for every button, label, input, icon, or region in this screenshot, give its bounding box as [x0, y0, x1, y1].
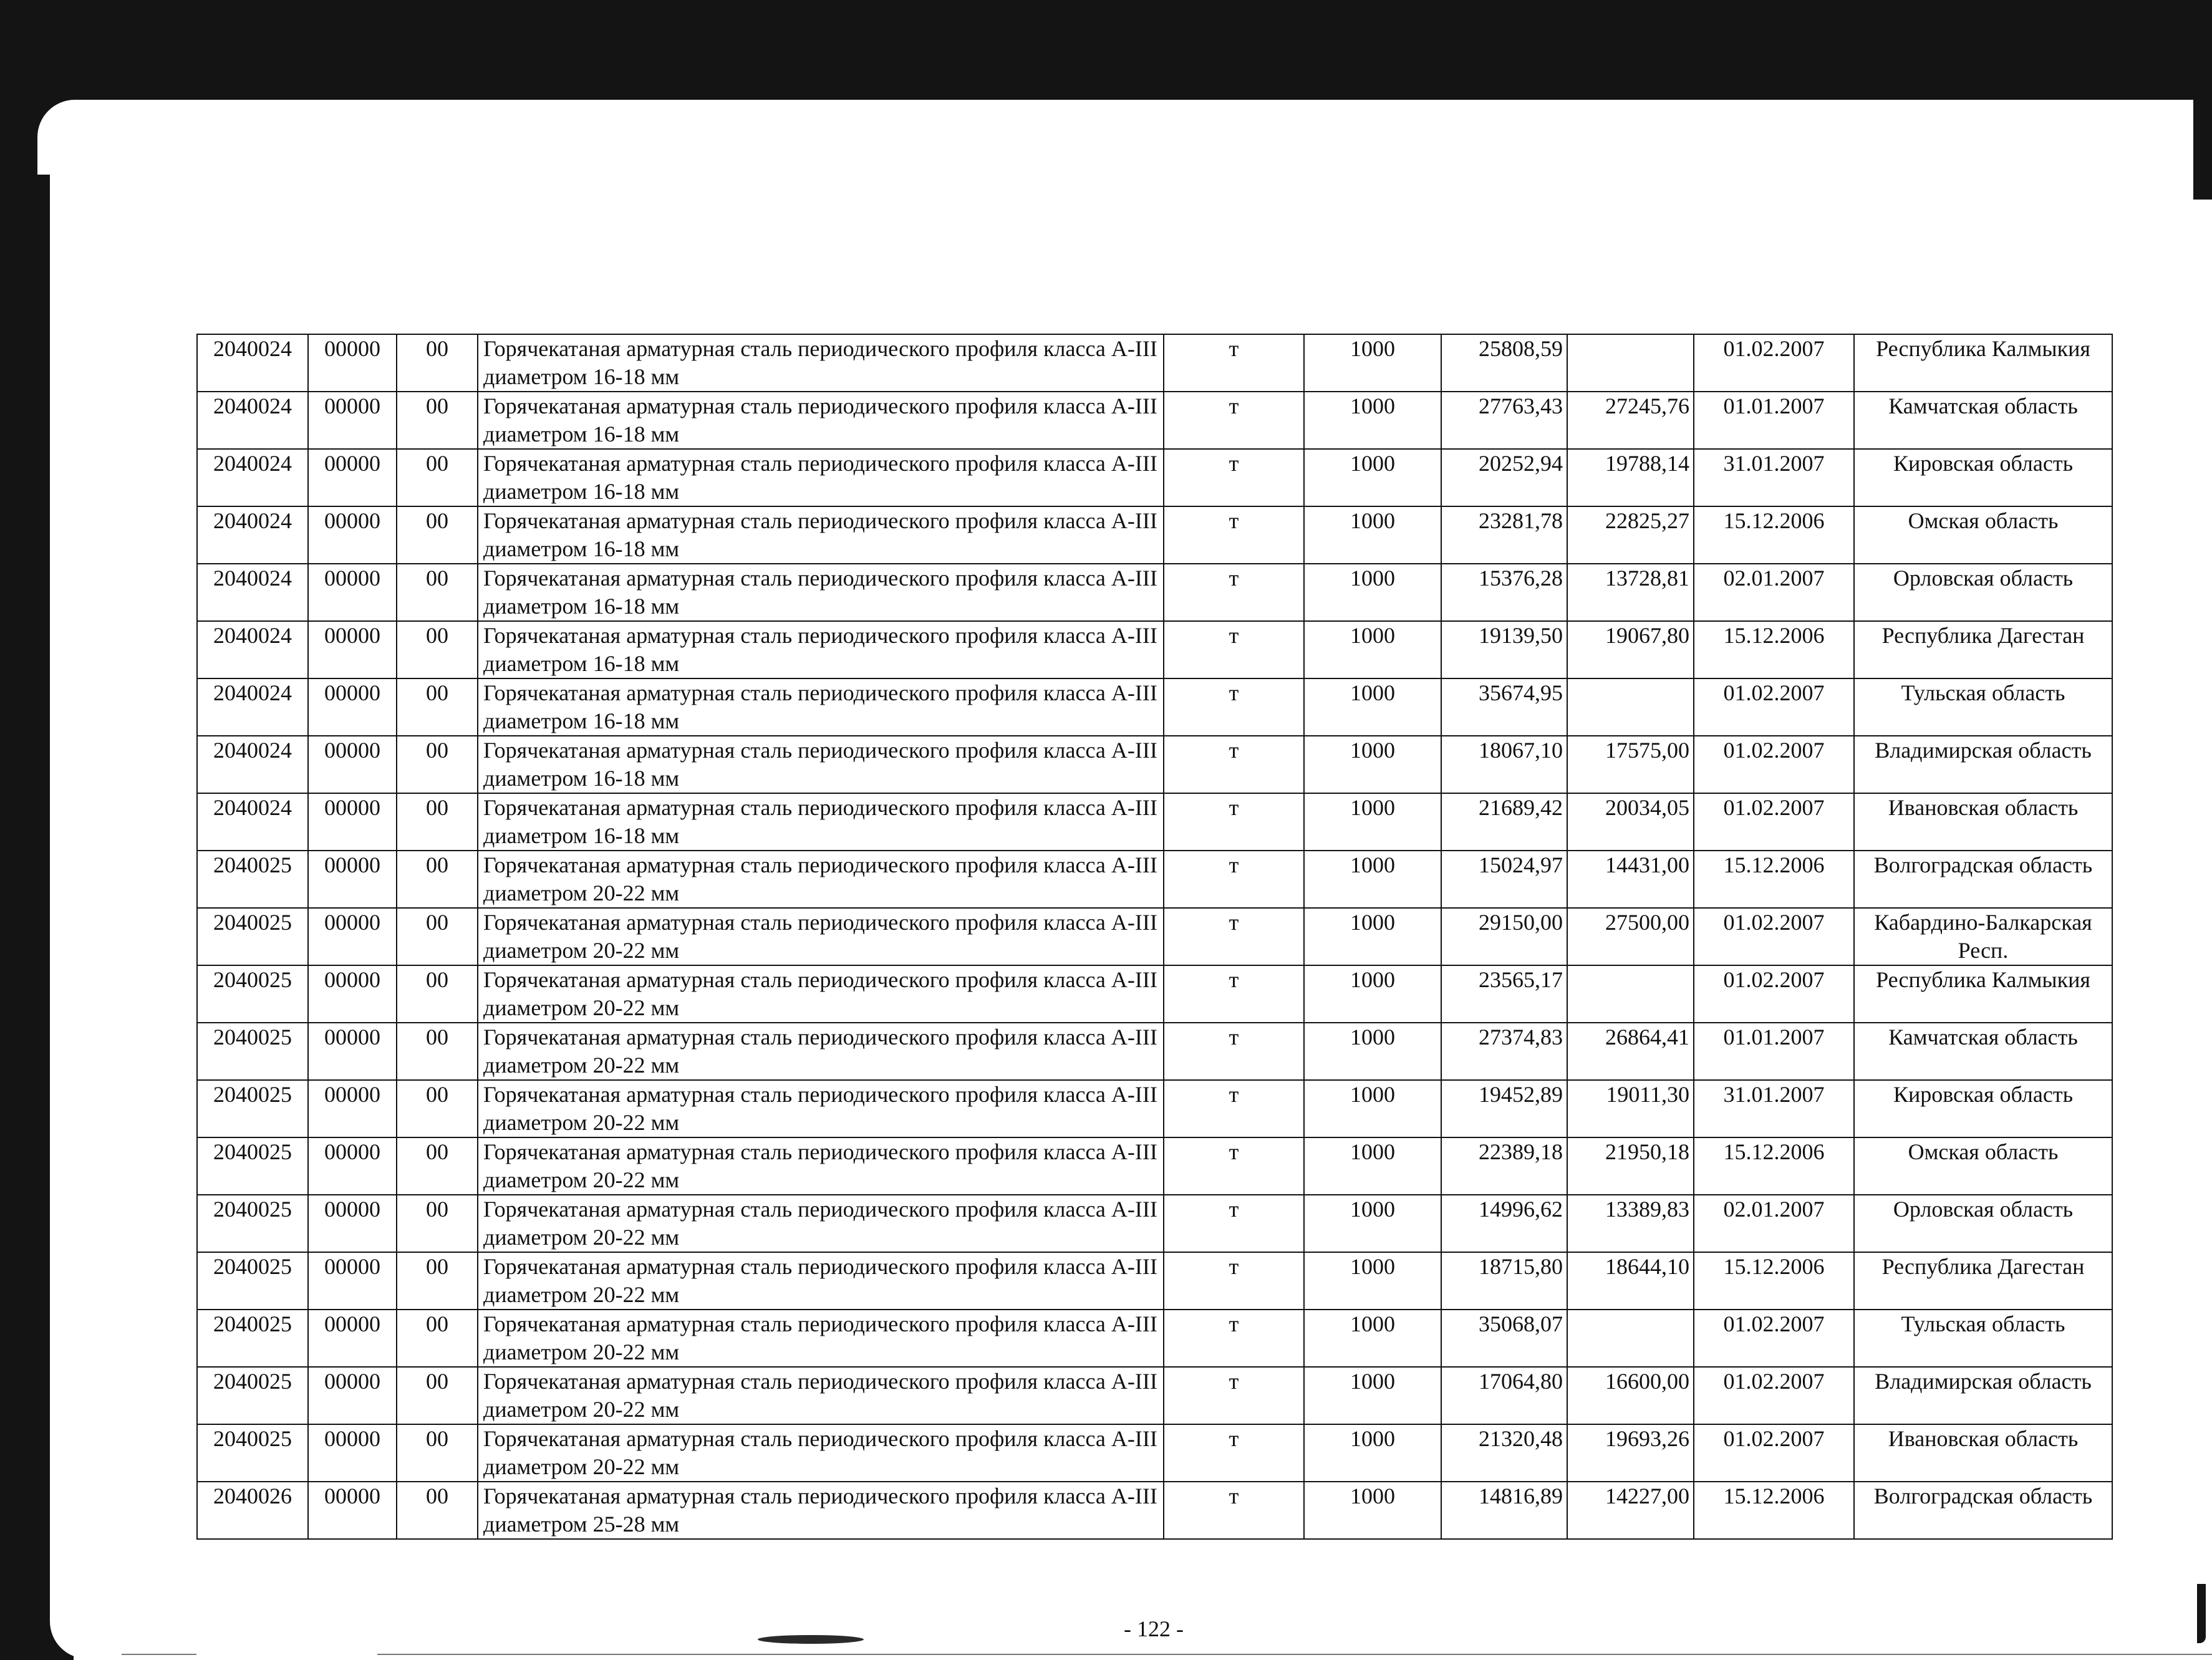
cell-category: 00	[397, 1367, 478, 1424]
cell-price-without-vat: 14431,00	[1567, 851, 1694, 908]
table-row	[197, 1367, 2112, 1424]
scan-border-top	[0, 0, 2212, 115]
cell-date: 01.02.2007	[1694, 678, 1854, 736]
page-number: - 122 -	[1124, 1616, 1184, 1641]
cell-code: 2040024	[197, 449, 308, 506]
cell-code: 2040025	[197, 1424, 308, 1482]
cell-category: 00	[397, 1137, 478, 1195]
table-row	[197, 1252, 2112, 1310]
cell-quantity: 1000	[1304, 506, 1441, 564]
table-row	[197, 678, 2112, 736]
table-row	[197, 965, 2112, 1023]
cell-subcode: 00000	[308, 1023, 397, 1080]
cell-region: Тульская область	[1854, 1310, 2112, 1367]
cell-price-with-vat: 18715,80	[1441, 1252, 1567, 1310]
cell-unit: т	[1164, 334, 1304, 392]
cell-date: 01.02.2007	[1694, 1310, 1854, 1367]
table-row	[197, 736, 2112, 793]
cell-category: 00	[397, 334, 478, 392]
cell-price-with-vat: 35674,95	[1441, 678, 1567, 736]
cell-code: 2040026	[197, 1482, 308, 1539]
cell-region: Орловская область	[1854, 564, 2112, 621]
cell-subcode: 00000	[308, 392, 397, 449]
cell-category: 00	[397, 1195, 478, 1252]
cell-region: Владимирская область	[1854, 1367, 2112, 1424]
cell-subcode: 00000	[308, 449, 397, 506]
cell-description: Горячекатаная арматурная сталь периодического профиля класса А-III диаметром 16-18 мм	[478, 736, 1164, 793]
cell-subcode: 00000	[308, 793, 397, 851]
cell-code: 2040025	[197, 965, 308, 1023]
cell-price-with-vat: 22389,18	[1441, 1137, 1567, 1195]
cell-price-with-vat: 29150,00	[1441, 908, 1567, 965]
cell-quantity: 1000	[1304, 965, 1441, 1023]
cell-category: 00	[397, 965, 478, 1023]
cell-price-with-vat: 15376,28	[1441, 564, 1567, 621]
cell-category: 00	[397, 506, 478, 564]
cell-price-without-vat: 19693,26	[1567, 1424, 1694, 1482]
cell-subcode: 00000	[308, 1367, 397, 1424]
cell-unit: т	[1164, 908, 1304, 965]
cell-quantity: 1000	[1304, 392, 1441, 449]
cell-description: Горячекатаная арматурная сталь периодического профиля класса А-III диаметром 20-22 мм	[478, 1367, 1164, 1424]
cell-category: 00	[397, 1310, 478, 1367]
table-row	[197, 1424, 2112, 1482]
cell-unit: т	[1164, 965, 1304, 1023]
cell-price-with-vat: 21320,48	[1441, 1424, 1567, 1482]
cell-unit: т	[1164, 1080, 1304, 1137]
cell-quantity: 1000	[1304, 1482, 1441, 1539]
cell-price-with-vat: 27374,83	[1441, 1023, 1567, 1080]
table-row	[197, 449, 2112, 506]
cell-description: Горячекатаная арматурная сталь периодического профиля класса А-III диаметром 16-18 мм	[478, 678, 1164, 736]
cell-description: Горячекатаная арматурная сталь периодического профиля класса А-III диаметром 16-18 мм	[478, 564, 1164, 621]
cell-price-without-vat: 13728,81	[1567, 564, 1694, 621]
cell-code: 2040025	[197, 1252, 308, 1310]
table-row	[197, 1137, 2112, 1195]
table-row	[197, 908, 2112, 965]
price-table-container	[196, 334, 2112, 1540]
cell-category: 00	[397, 621, 478, 678]
cell-subcode: 00000	[308, 1424, 397, 1482]
cell-price-with-vat: 25808,59	[1441, 334, 1567, 392]
cell-date: 01.02.2007	[1694, 965, 1854, 1023]
cell-region: Волгоградская область	[1854, 1482, 2112, 1539]
cell-description: Горячекатаная арматурная сталь периодического профиля класса А-III диаметром 20-22 мм	[478, 1137, 1164, 1195]
cell-subcode: 00000	[308, 965, 397, 1023]
cell-category: 00	[397, 1424, 478, 1482]
cell-price-without-vat: 18644,10	[1567, 1252, 1694, 1310]
cell-unit: т	[1164, 1310, 1304, 1367]
cell-category: 00	[397, 1482, 478, 1539]
cell-region: Республика Калмыкия	[1854, 965, 2112, 1023]
cell-price-without-vat: 19067,80	[1567, 621, 1694, 678]
cell-subcode: 00000	[308, 908, 397, 965]
cell-date: 01.02.2007	[1694, 1367, 1854, 1424]
cell-price-without-vat: 21950,18	[1567, 1137, 1694, 1195]
cell-unit: т	[1164, 1137, 1304, 1195]
cell-quantity: 1000	[1304, 793, 1441, 851]
price-table	[196, 334, 2113, 1540]
table-row	[197, 334, 2112, 392]
cell-subcode: 00000	[308, 1195, 397, 1252]
cell-quantity: 1000	[1304, 1137, 1441, 1195]
cell-date: 02.01.2007	[1694, 564, 1854, 621]
cell-code: 2040025	[197, 1310, 308, 1367]
cell-code: 2040025	[197, 1023, 308, 1080]
cell-price-without-vat: 27500,00	[1567, 908, 1694, 965]
table-body	[197, 334, 2112, 1539]
cell-region: Владимирская область	[1854, 736, 2112, 793]
cell-subcode: 00000	[308, 1482, 397, 1539]
cell-subcode: 00000	[308, 851, 397, 908]
cell-price-with-vat: 20252,94	[1441, 449, 1567, 506]
cell-date: 15.12.2006	[1694, 1137, 1854, 1195]
cell-code: 2040025	[197, 851, 308, 908]
cell-quantity: 1000	[1304, 334, 1441, 392]
cell-unit: т	[1164, 621, 1304, 678]
cell-category: 00	[397, 1252, 478, 1310]
cell-price-without-vat	[1567, 334, 1694, 392]
cell-quantity: 1000	[1304, 851, 1441, 908]
cell-region: Ивановская область	[1854, 793, 2112, 851]
cell-date: 15.12.2006	[1694, 1252, 1854, 1310]
cell-quantity: 1000	[1304, 908, 1441, 965]
cell-subcode: 00000	[308, 506, 397, 564]
cell-subcode: 00000	[308, 1080, 397, 1137]
cell-price-without-vat: 17575,00	[1567, 736, 1694, 793]
cell-category: 00	[397, 793, 478, 851]
cell-price-with-vat: 35068,07	[1441, 1310, 1567, 1367]
cell-quantity: 1000	[1304, 1310, 1441, 1367]
table-row	[197, 793, 2112, 851]
cell-quantity: 1000	[1304, 678, 1441, 736]
cell-unit: т	[1164, 1367, 1304, 1424]
cell-date: 01.02.2007	[1694, 1424, 1854, 1482]
table-row	[197, 621, 2112, 678]
cell-price-without-vat	[1567, 678, 1694, 736]
cell-date: 31.01.2007	[1694, 449, 1854, 506]
cell-region: Кабардино-Балкарская Респ.	[1854, 908, 2112, 965]
cell-region: Омская область	[1854, 1137, 2112, 1195]
cell-code: 2040024	[197, 678, 308, 736]
cell-quantity: 1000	[1304, 1252, 1441, 1310]
cell-unit: т	[1164, 678, 1304, 736]
cell-date: 15.12.2006	[1694, 621, 1854, 678]
cell-unit: т	[1164, 1424, 1304, 1482]
cell-price-with-vat: 23565,17	[1441, 965, 1567, 1023]
cell-price-without-vat	[1567, 1310, 1694, 1367]
cell-unit: т	[1164, 506, 1304, 564]
cell-price-with-vat: 23281,78	[1441, 506, 1567, 564]
cell-quantity: 1000	[1304, 564, 1441, 621]
cell-subcode: 00000	[308, 1137, 397, 1195]
cell-price-without-vat: 22825,27	[1567, 506, 1694, 564]
cell-category: 00	[397, 392, 478, 449]
cell-description: Горячекатаная арматурная сталь периодического профиля класса А-III диаметром 20-22 мм	[478, 965, 1164, 1023]
cell-price-with-vat: 17064,80	[1441, 1367, 1567, 1424]
cell-price-without-vat: 14227,00	[1567, 1482, 1694, 1539]
cell-date: 15.12.2006	[1694, 851, 1854, 908]
cell-price-without-vat	[1567, 965, 1694, 1023]
cell-price-with-vat: 15024,97	[1441, 851, 1567, 908]
table-row	[197, 1482, 2112, 1539]
cell-region: Камчатская область	[1854, 1023, 2112, 1080]
cell-code: 2040024	[197, 392, 308, 449]
cell-unit: т	[1164, 449, 1304, 506]
cell-date: 01.02.2007	[1694, 793, 1854, 851]
cell-unit: т	[1164, 736, 1304, 793]
cell-category: 00	[397, 1023, 478, 1080]
cell-date: 01.01.2007	[1694, 392, 1854, 449]
cell-category: 00	[397, 736, 478, 793]
cell-code: 2040025	[197, 908, 308, 965]
cell-price-with-vat: 14996,62	[1441, 1195, 1567, 1252]
cell-price-with-vat: 19452,89	[1441, 1080, 1567, 1137]
cell-quantity: 1000	[1304, 1023, 1441, 1080]
cell-description: Горячекатаная арматурная сталь периодического профиля класса А-III диаметром 16-18 мм	[478, 506, 1164, 564]
table-row	[197, 1080, 2112, 1137]
bottom-rule-left	[122, 1654, 196, 1655]
cell-region: Республика Калмыкия	[1854, 334, 2112, 392]
cell-region: Республика Дагестан	[1854, 621, 2112, 678]
cell-quantity: 1000	[1304, 1424, 1441, 1482]
cell-category: 00	[397, 851, 478, 908]
table-row	[197, 392, 2112, 449]
cell-category: 00	[397, 449, 478, 506]
cell-region: Тульская область	[1854, 678, 2112, 736]
cell-unit: т	[1164, 1482, 1304, 1539]
cell-description: Горячекатаная арматурная сталь периодического профиля класса А-III диаметром 20-22 мм	[478, 1080, 1164, 1137]
cell-price-without-vat: 26864,41	[1567, 1023, 1694, 1080]
cell-description: Горячекатаная арматурная сталь периодического профиля класса А-III диаметром 20-22 мм	[478, 1310, 1164, 1367]
page-corner	[37, 100, 2208, 175]
cell-quantity: 1000	[1304, 1367, 1441, 1424]
cell-code: 2040024	[197, 564, 308, 621]
cell-subcode: 00000	[308, 678, 397, 736]
cell-unit: т	[1164, 793, 1304, 851]
bottom-rule-right	[377, 1654, 2212, 1655]
cell-region: Кировская область	[1854, 449, 2112, 506]
cell-date: 31.01.2007	[1694, 1080, 1854, 1137]
cell-price-without-vat: 19788,14	[1567, 449, 1694, 506]
cell-unit: т	[1164, 1195, 1304, 1252]
cell-code: 2040025	[197, 1080, 308, 1137]
cell-quantity: 1000	[1304, 621, 1441, 678]
cell-category: 00	[397, 678, 478, 736]
cell-price-with-vat: 27763,43	[1441, 392, 1567, 449]
cell-date: 01.02.2007	[1694, 334, 1854, 392]
cell-region: Орловская область	[1854, 1195, 2112, 1252]
cell-date: 01.01.2007	[1694, 1023, 1854, 1080]
cell-quantity: 1000	[1304, 1080, 1441, 1137]
scan-border-right-bottom	[2197, 1584, 2206, 1643]
scan-smudge	[758, 1635, 864, 1644]
cell-category: 00	[397, 1080, 478, 1137]
table-row	[197, 1023, 2112, 1080]
cell-region: Омская область	[1854, 506, 2112, 564]
cell-date: 01.02.2007	[1694, 736, 1854, 793]
cell-subcode: 00000	[308, 621, 397, 678]
cell-unit: т	[1164, 1252, 1304, 1310]
cell-unit: т	[1164, 564, 1304, 621]
cell-region: Ивановская область	[1854, 1424, 2112, 1482]
cell-price-with-vat: 19139,50	[1441, 621, 1567, 678]
cell-description: Горячекатаная арматурная сталь периодического профиля класса А-III диаметром 16-18 мм	[478, 334, 1164, 392]
cell-price-with-vat: 14816,89	[1441, 1482, 1567, 1539]
cell-region: Республика Дагестан	[1854, 1252, 2112, 1310]
table-row	[197, 564, 2112, 621]
cell-region: Волгоградская область	[1854, 851, 2112, 908]
table-row	[197, 1195, 2112, 1252]
cell-code: 2040024	[197, 621, 308, 678]
scan-border-right	[2193, 87, 2212, 200]
cell-price-without-vat: 27245,76	[1567, 392, 1694, 449]
cell-price-without-vat: 20034,05	[1567, 793, 1694, 851]
cell-price-with-vat: 18067,10	[1441, 736, 1567, 793]
cell-code: 2040025	[197, 1137, 308, 1195]
cell-description: Горячекатаная арматурная сталь периодического профиля класса А-III диаметром 25-28 мм	[478, 1482, 1164, 1539]
cell-description: Горячекатаная арматурная сталь периодического профиля класса А-III диаметром 20-22 мм	[478, 1252, 1164, 1310]
cell-quantity: 1000	[1304, 449, 1441, 506]
table-row	[197, 1310, 2112, 1367]
cell-date: 15.12.2006	[1694, 1482, 1854, 1539]
cell-subcode: 00000	[308, 334, 397, 392]
cell-description: Горячекатаная арматурная сталь периодического профиля класса А-III диаметром 16-18 мм	[478, 793, 1164, 851]
cell-date: 15.12.2006	[1694, 506, 1854, 564]
cell-description: Горячекатаная арматурная сталь периодического профиля класса А-III диаметром 16-18 мм	[478, 449, 1164, 506]
cell-code: 2040024	[197, 506, 308, 564]
cell-subcode: 00000	[308, 736, 397, 793]
cell-subcode: 00000	[308, 1252, 397, 1310]
cell-description: Горячекатаная арматурная сталь периодического профиля класса А-III диаметром 20-22 мм	[478, 851, 1164, 908]
cell-quantity: 1000	[1304, 736, 1441, 793]
cell-unit: т	[1164, 392, 1304, 449]
cell-price-without-vat: 16600,00	[1567, 1367, 1694, 1424]
cell-unit: т	[1164, 1023, 1304, 1080]
cell-code: 2040024	[197, 334, 308, 392]
cell-region: Камчатская область	[1854, 392, 2112, 449]
cell-description: Горячекатаная арматурная сталь периодического профиля класса А-III диаметром 16-18 мм	[478, 392, 1164, 449]
table-row	[197, 506, 2112, 564]
cell-code: 2040024	[197, 736, 308, 793]
cell-description: Горячекатаная арматурная сталь периодического профиля класса А-III диаметром 20-22 мм	[478, 1424, 1164, 1482]
cell-region: Кировская область	[1854, 1080, 2112, 1137]
cell-unit: т	[1164, 851, 1304, 908]
cell-category: 00	[397, 564, 478, 621]
cell-subcode: 00000	[308, 564, 397, 621]
cell-date: 01.02.2007	[1694, 908, 1854, 965]
cell-description: Горячекатаная арматурная сталь периодического профиля класса А-III диаметром 20-22 мм	[478, 1023, 1164, 1080]
cell-date: 02.01.2007	[1694, 1195, 1854, 1252]
cell-subcode: 00000	[308, 1310, 397, 1367]
cell-price-with-vat: 21689,42	[1441, 793, 1567, 851]
page-edge	[50, 131, 100, 1659]
cell-description: Горячекатаная арматурная сталь периодического профиля класса А-III диаметром 20-22 мм	[478, 1195, 1164, 1252]
cell-description: Горячекатаная арматурная сталь периодического профиля класса А-III диаметром 16-18 мм	[478, 621, 1164, 678]
cell-price-without-vat: 19011,30	[1567, 1080, 1694, 1137]
cell-code: 2040025	[197, 1367, 308, 1424]
cell-description: Горячекатаная арматурная сталь периодического профиля класса А-III диаметром 20-22 мм	[478, 908, 1164, 965]
cell-code: 2040025	[197, 1195, 308, 1252]
cell-quantity: 1000	[1304, 1195, 1441, 1252]
table-row	[197, 851, 2112, 908]
cell-code: 2040024	[197, 793, 308, 851]
cell-price-without-vat: 13389,83	[1567, 1195, 1694, 1252]
cell-category: 00	[397, 908, 478, 965]
